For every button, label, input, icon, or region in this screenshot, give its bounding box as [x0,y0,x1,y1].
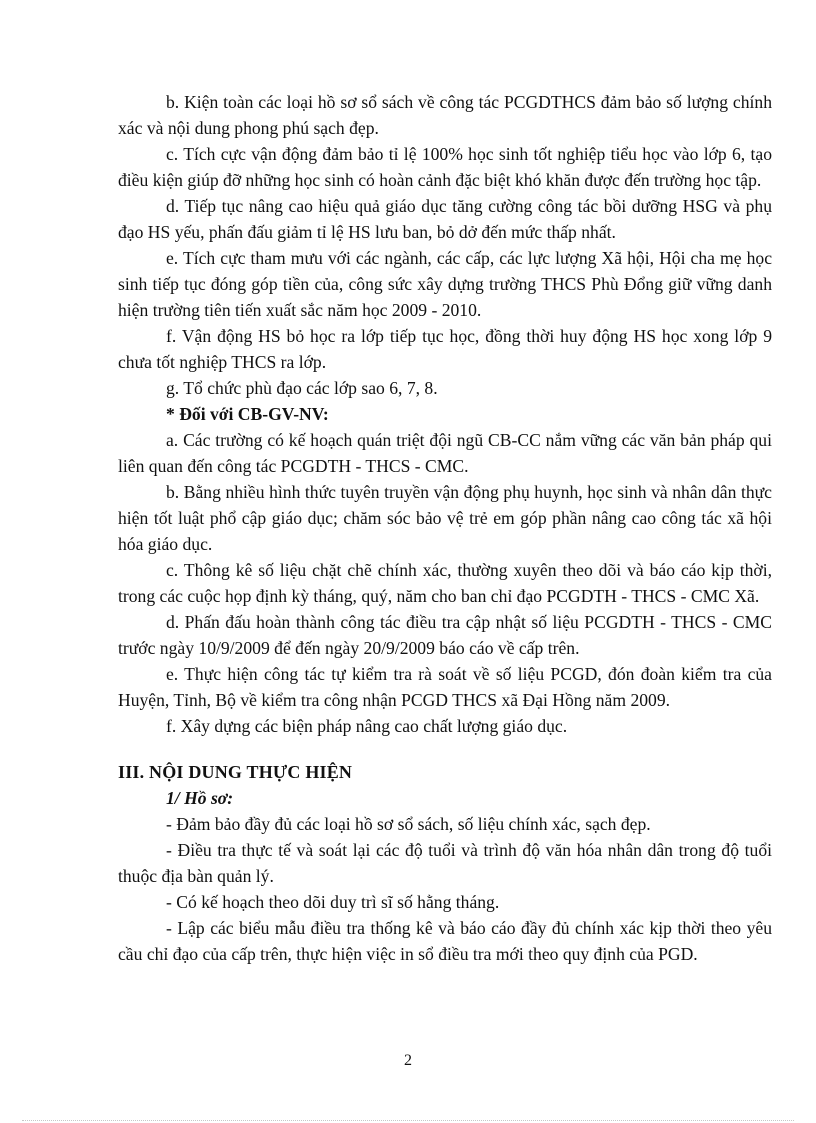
list-item: - Điều tra thực tế và soát lại các độ tuổi và trình độ văn hóa nhân dân trong độ tuổi thuộc địa bàn quản lý. [118,840,772,886]
paragraph: g. Tổ chức phù đạo các lớp sao 6, 7, 8. [166,378,438,398]
subheading-staff: * Đối với CB-GV-NV: [166,404,329,424]
paragraph: d. Tiếp tục nâng cao hiệu quả giáo dục tăng cường công tác bồi dưỡng HSG và phụ đạo HS yếu, phấn đấu giảm tỉ lệ HS lưu ban, bỏ dở đến mức thấp nhất. [118,196,772,242]
paragraph: c. Tích cực vận động đảm bảo tỉ lệ 100% học sinh tốt nghiệp tiểu học vào lớp 6, tạo điều kiện giúp đỡ những học sinh có hoàn cảnh đặc biệt khó khăn được đến trường học tập. [118,144,772,190]
page-bottom-border [22,1120,794,1121]
paragraph: e. Tích cực tham mưu với các ngành, các cấp, các lực lượng Xã hội, Hội cha mẹ học sinh tiếp tục đóng góp tiền của, công sức xây dựng trường THCS Phù Đổng giữ vững danh hiện trường tiên tiến xuất sắc năm học 2009 - 2010. [118,248,772,320]
paragraph: e. Thực hiện công tác tự kiểm tra rà soát về số liệu PCGD, đón đoàn kiểm tra của Huyện, Tỉnh, Bộ về kiểm tra công nhận PCGD THCS xã Đại Hồng năm 2009. [118,664,772,710]
list-item: - Đảm bảo đầy đủ các loại hồ sơ sổ sách, số liệu chính xác, sạch đẹp. [166,814,651,834]
paragraph: d. Phấn đấu hoàn thành công tác điều tra cập nhật số liệu PCGDTH - THCS - CMC trước ngày 10/9/2009 để đến ngày 20/9/2009 báo cáo về cấp trên. [118,612,772,658]
paragraph: b. Bằng nhiều hình thức tuyên truyền vận động phụ huynh, học sinh và nhân dân thực hiện tốt luật phổ cập giáo dục; chăm sóc bảo vệ trẻ em góp phần nâng cao công tác xã hội hóa giáo dục. [118,482,772,554]
page-content [118,89,772,967]
paragraph: a. Các trường có kế hoạch quán triệt đội ngũ CB-CC nắm vững các văn bản pháp qui liên quan đến công tác PCGDTH - THCS - CMC. [118,430,772,476]
section-subheading: 1/ Hồ sơ: [166,788,234,808]
list-item: - Lập các biểu mẫu điều tra thống kê và báo cáo đầy đủ chính xác kịp thời theo yêu cầu chỉ đạo của cấp trên, thực hiện việc in sổ điều tra mới theo quy định của PGD. [118,918,772,964]
section-heading: III. NỘI DUNG THỰC HIỆN [118,762,353,782]
list-item: - Có kế hoạch theo dõi duy trì sĩ số hằng tháng. [166,892,500,912]
paragraph: b. Kiện toàn các loại hồ sơ sổ sách về công tác PCGDTHCS đảm bảo số lượng chính xác và nội dung phong phú sạch đẹp. [118,92,772,138]
page-number: 2 [404,1052,412,1069]
paragraph: f. Xây dựng các biện pháp nâng cao chất lượng giáo dục. [166,716,568,736]
paragraph: c. Thông kê số liệu chặt chẽ chính xác, thường xuyên theo dõi và báo cáo kịp thời, trong các cuộc họp định kỳ tháng, quý, năm cho ban chỉ đạo PCGDTH - THCS - CMC Xã. [118,560,772,606]
paragraph: f. Vận động HS bỏ học ra lớp tiếp tục học, đồng thời huy động HS học xong lớp 9 chưa tốt nghiệp THCS ra lớp. [118,326,772,372]
